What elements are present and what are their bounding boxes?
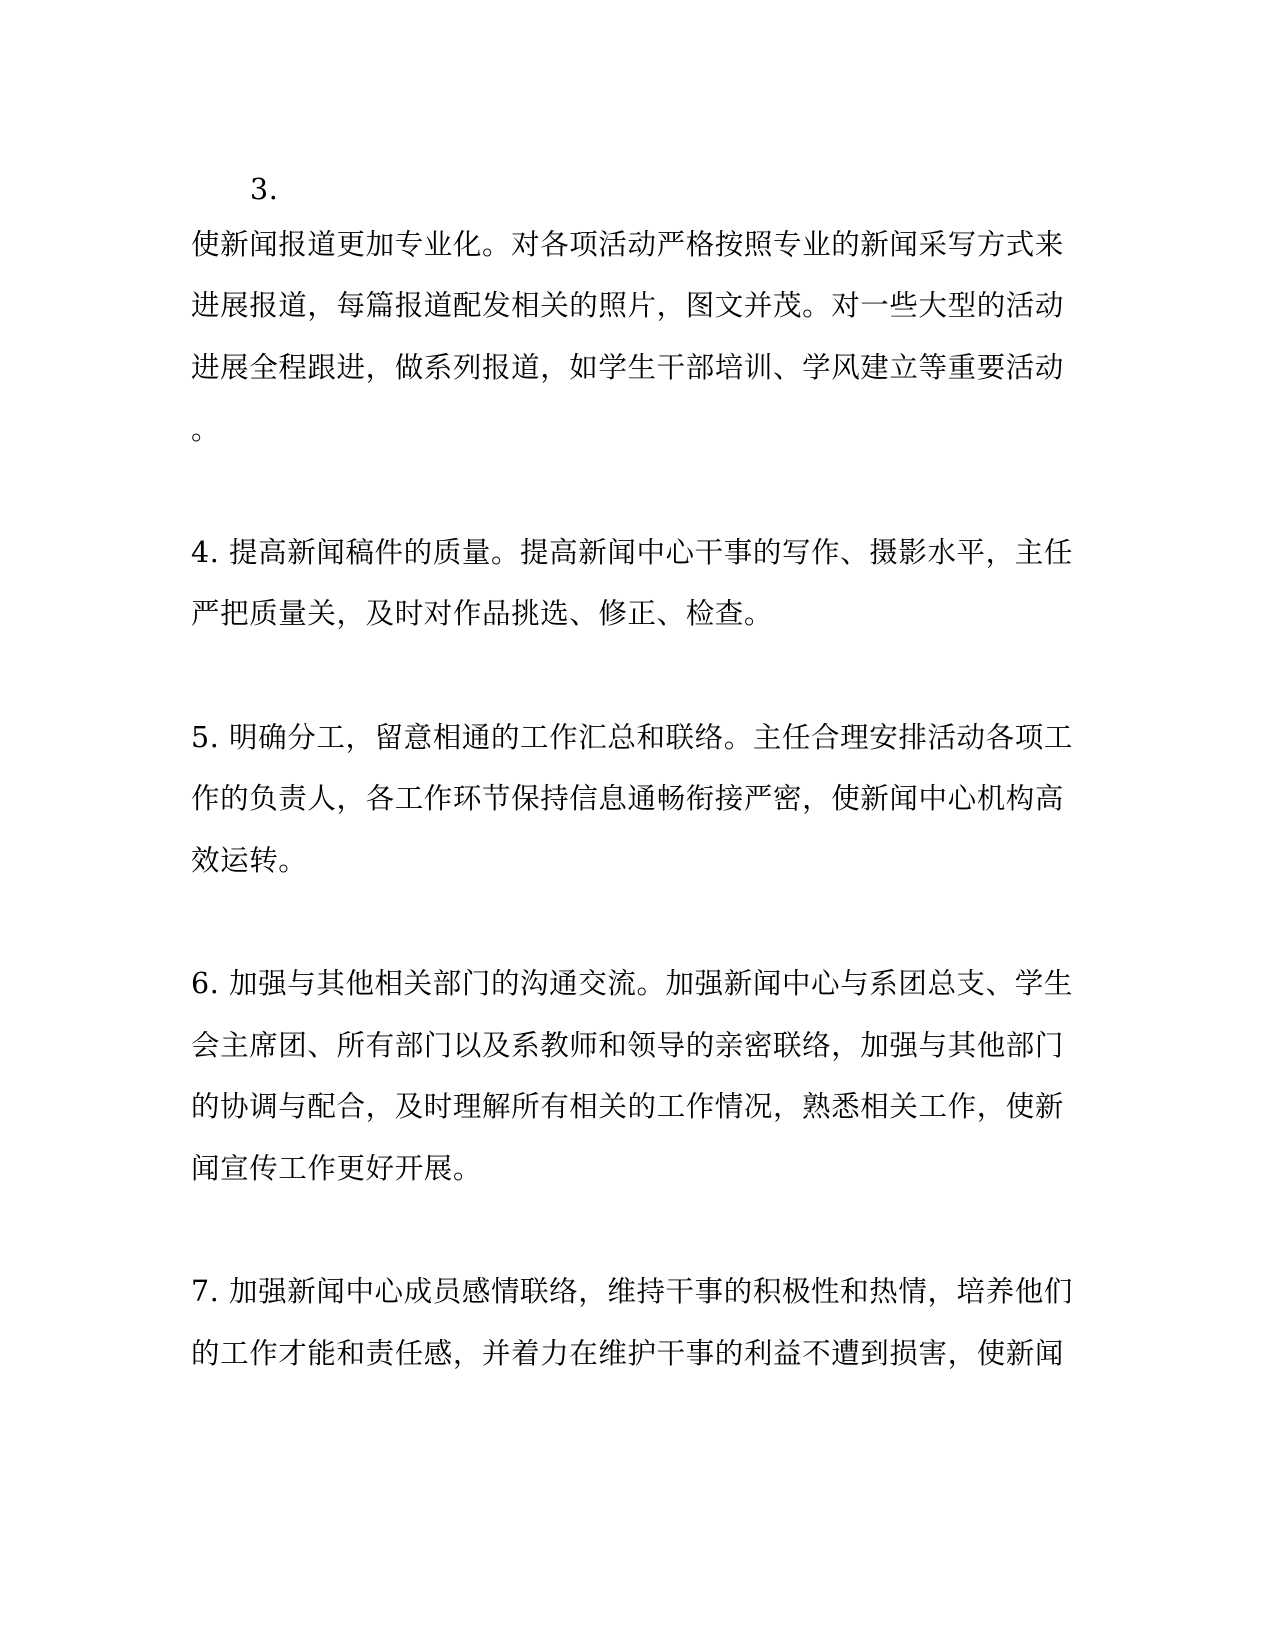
paragraph-5-line-2: 作的负责人，各工作环节保持信息通畅衔接严密，使新闻中心机构高 [191, 782, 1065, 815]
paragraph-3-line-2: 进展报道，每篇报道配发相关的照片，图文并茂。对一些大型的活动 [191, 289, 1065, 322]
paragraph-4-line-2: 严把质量关，及时对作品挑选、修正、检查。 [191, 597, 774, 630]
paragraph-7-line-2: 的工作才能和责任感，并着力在维护干事的利益不遭到损害，使新闻 [191, 1337, 1065, 1370]
paragraph-3-line-1: 使新闻报道更加专业化。对各项活动严格按照专业的新闻采写方式来 [191, 228, 1065, 261]
paragraph-6-line-2: 会主席团、所有部门以及系教师和领导的亲密联络，加强与其他部门 [191, 1029, 1065, 1062]
paragraph-6-line-1: 6. 加强与其他相关部门的沟通交流。加强新闻中心与系团总支、学生 [191, 967, 1073, 1000]
paragraph-6-line-4: 闻宣传工作更好开展。 [191, 1152, 483, 1185]
paragraph-3-line-4: 。 [191, 413, 221, 446]
paragraph-4-line-1: 4. 提高新闻稿件的质量。提高新闻中心干事的写作、摄影水平，主任 [191, 536, 1073, 569]
paragraph-7-line-1: 7. 加强新闻中心成员感情联络，维持干事的积极性和热情，培养他们 [191, 1275, 1073, 1308]
paragraph-6-line-3: 的协调与配合，及时理解所有相关的工作情况，熟悉相关工作，使新 [191, 1090, 1065, 1123]
paragraph-5-line-3: 效运转。 [191, 844, 308, 877]
paragraph-5-line-1: 5. 明确分工，留意相通的工作汇总和联络。主任合理安排活动各项工 [191, 721, 1073, 754]
item-3-number: 3. [250, 173, 279, 206]
paragraph-3-line-3: 进展全程跟进，做系列报道，如学生干部培训、学风建立等重要活动 [191, 351, 1065, 384]
